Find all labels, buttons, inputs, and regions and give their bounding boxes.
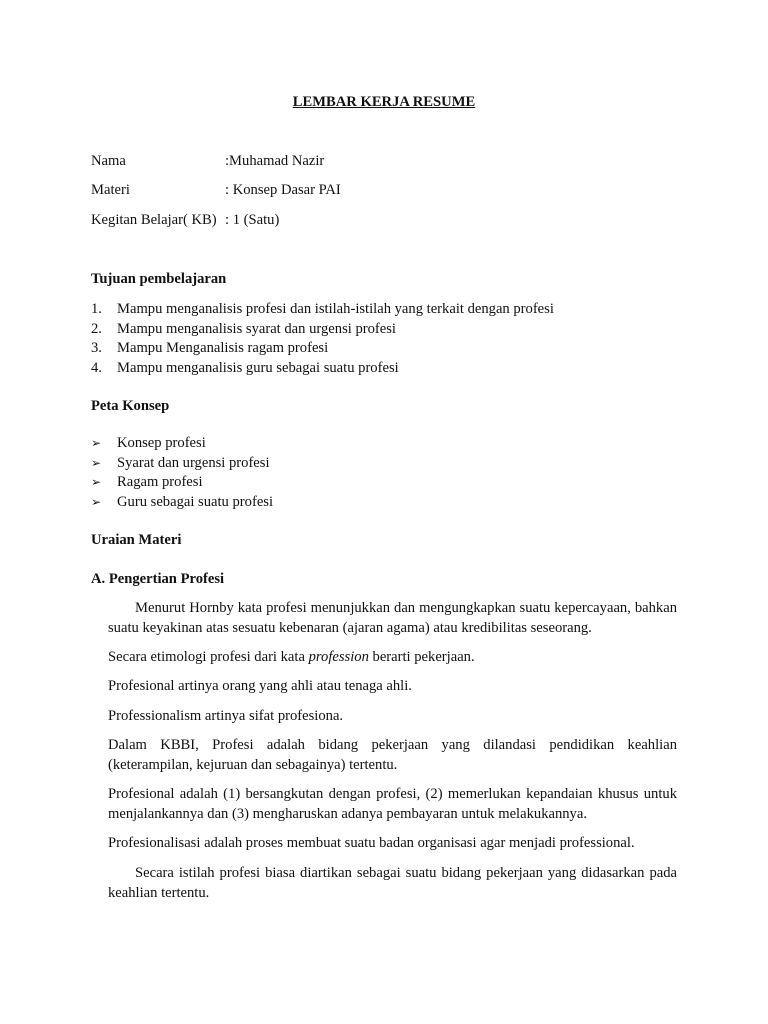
paragraph-hornby: Menurut Hornby kata profesi menunjukkan dan mengungkapkan suatu kepercayaan, bahkan suatu keyakinan atas sesuatu kebenaran (ajaran agama) atau kredibilitas seseorang. bbox=[108, 600, 677, 636]
paragraph-profesional: Profesional artinya orang yang ahli atau tenaga ahli. bbox=[108, 678, 412, 694]
info-value: : 1 (Satu) bbox=[225, 212, 280, 228]
tujuan-heading: Tujuan pembelajaran bbox=[91, 271, 227, 287]
arrowhead-bullet-icon: ➢ bbox=[91, 494, 102, 509]
text-run: berarti pekerjaan. bbox=[368, 649, 475, 665]
list-text: Mampu menganalisis profesi dan istilah-istilah yang terkait dengan profesi bbox=[117, 301, 554, 317]
list-number: 4. bbox=[91, 359, 102, 376]
arrowhead-bullet-icon: ➢ bbox=[91, 436, 102, 450]
paragraph-etimologi bbox=[108, 648, 677, 668]
arrowhead-bullet-icon: ➢ bbox=[91, 475, 102, 489]
paragraph-profesional-definisi: Profesional adalah (1) bersangkutan dengan profesi, (2) memerlukan kepandaian khusus untuk menjalankannya dan (3) mengharuskan adanya pembayaran untuk melakukannya. bbox=[108, 786, 677, 822]
list-text: Guru sebagai suatu profesi bbox=[117, 493, 274, 510]
list-number: 1. bbox=[91, 301, 102, 317]
arrowhead-bullet-icon: ➢ bbox=[91, 455, 102, 470]
paragraph-kbbi: Dalam KBBI, Profesi adalah bidang pekerjaan yang dilandasi pendidikan keahlian (keterampilan, kejuruan dan sebagainya) tertentu. bbox=[108, 737, 677, 773]
list-number: 3. bbox=[91, 340, 102, 356]
info-row-nama bbox=[91, 152, 691, 172]
info-label: Nama bbox=[91, 153, 126, 169]
pengertian-profesi-heading: A. Pengertian Profesi bbox=[91, 571, 225, 587]
paragraph-professionalism: Professionalism artinya sifat profesiona. bbox=[108, 708, 344, 724]
list-text: Ragam profesi bbox=[117, 474, 203, 490]
info-label: Kegitan Belajar( KB) bbox=[91, 212, 217, 228]
info-label: Materi bbox=[91, 182, 130, 198]
info-row-materi bbox=[91, 181, 691, 201]
paragraph-istilah: Secara istilah profesi biasa diartikan sebagai suatu bidang pekerjaan yang didasarkan pada keahlian tertentu. bbox=[108, 865, 677, 901]
list-text: Mampu menganalisis syarat dan urgensi profesi bbox=[117, 320, 396, 337]
peta-konsep-heading: Peta Konsep bbox=[91, 398, 170, 414]
info-value: : Konsep Dasar PAI bbox=[225, 182, 341, 198]
list-text: Syarat dan urgensi profesi bbox=[117, 454, 270, 471]
paragraph-profesionalisasi: Profesionalisasi adalah proses membuat suatu badan organisasi agar menjadi professional. bbox=[108, 835, 635, 851]
document-title: LEMBAR KERJA RESUME bbox=[292, 94, 476, 110]
info-row-kegiatan-belajar bbox=[91, 211, 691, 231]
text-run: Secara etimologi profesi dari kata bbox=[108, 649, 309, 665]
list-number: 2. bbox=[91, 320, 102, 337]
italic-term: profession bbox=[308, 649, 369, 665]
list-text: Mampu Menganalisis ragam profesi bbox=[117, 340, 329, 356]
info-value: :Muhamad Nazir bbox=[225, 153, 325, 169]
uraian-materi-heading: Uraian Materi bbox=[91, 532, 182, 548]
list-text: Konsep profesi bbox=[117, 435, 206, 451]
list-text: Mampu menganalisis guru sebagai suatu profesi bbox=[117, 359, 399, 376]
